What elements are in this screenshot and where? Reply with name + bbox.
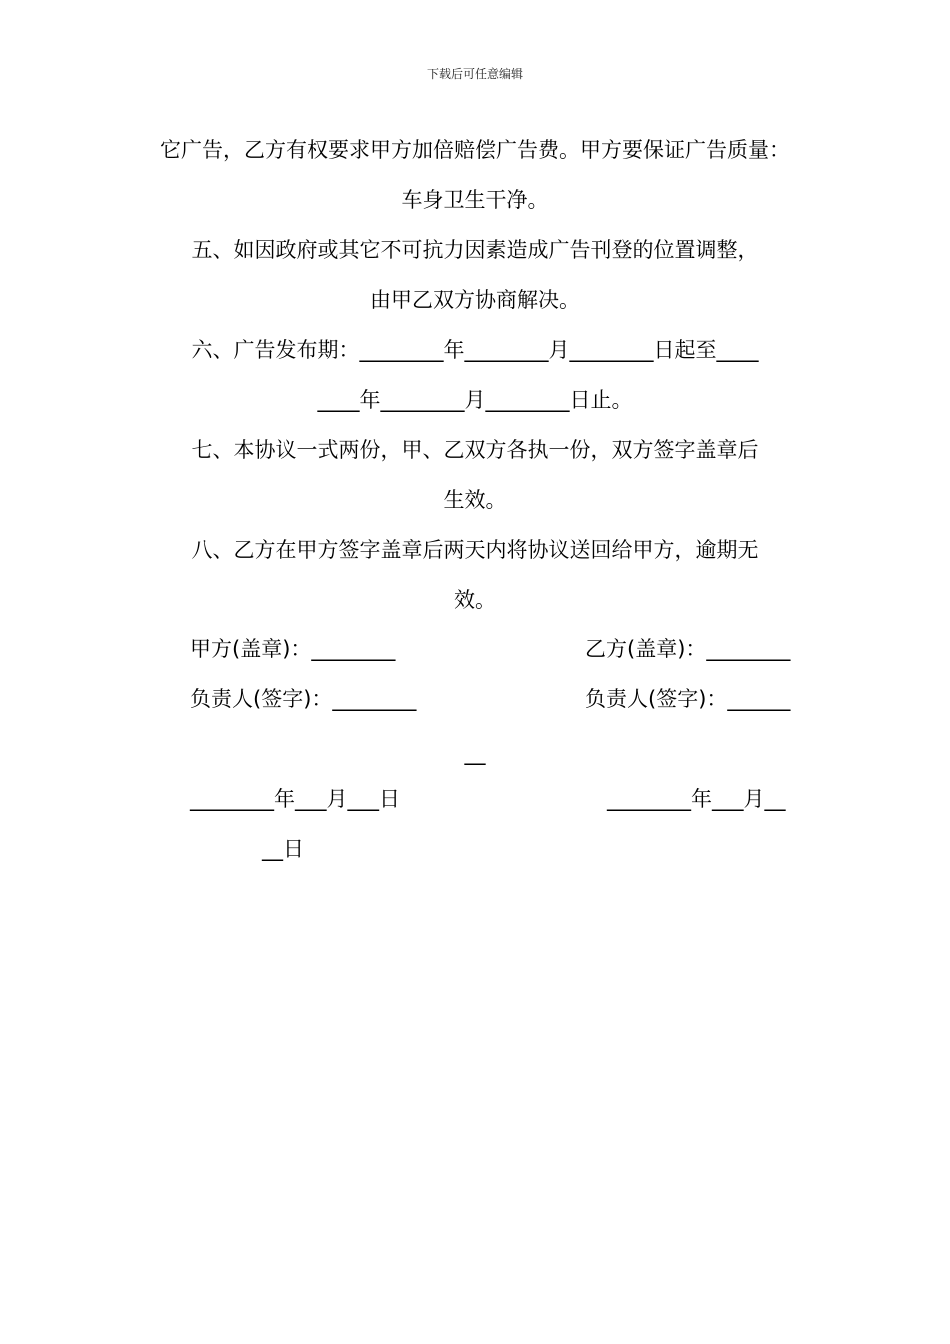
party-b-seal: 乙方(盖章)：________ [585, 637, 791, 661]
party-b-signatory-wrap: __ [464, 741, 486, 765]
party-a-signatory: 负责人(签字)：________ [190, 687, 417, 711]
clause-line-1: 它广告，乙方有权要求甲方加倍赔偿广告费。甲方要保证广告质量： [160, 138, 790, 162]
party-b-date: ________年___月__ [607, 787, 786, 811]
clause-five-line-1: 五、如因政府或其它不可抗力因素造成广告刊登的位置调整， [191, 238, 759, 262]
clause-seven-line-1: 七、本协议一式两份，甲、乙双方各执一份，双方签字盖章后 [191, 438, 759, 462]
clause-eight-line-2: 效。 [454, 588, 496, 612]
clause-six-line-1: 六、广告发布期：________年________月________日起至____ [191, 338, 759, 362]
clause-seven-line-2: 生效。 [443, 488, 507, 512]
clause-line-2: 车身卫生干净。 [401, 188, 549, 212]
clause-eight-line-1: 八、乙方在甲方签字盖章后两天内将协议送回给甲方，逾期无 [191, 538, 759, 562]
page-header-note: 下载后可任意编辑 [426, 67, 523, 81]
party-a-seal: 甲方(盖章)：________ [190, 637, 396, 661]
party-b-signatory: 负责人(签字)：______ [585, 687, 791, 711]
party-b-date-wrap: __日 [262, 837, 304, 861]
clause-six-line-2: ____年________月________日止。 [317, 388, 633, 412]
party-a-date: ________年___月___日 [190, 787, 400, 811]
clause-five-line-2: 由甲乙双方协商解决。 [370, 288, 580, 312]
